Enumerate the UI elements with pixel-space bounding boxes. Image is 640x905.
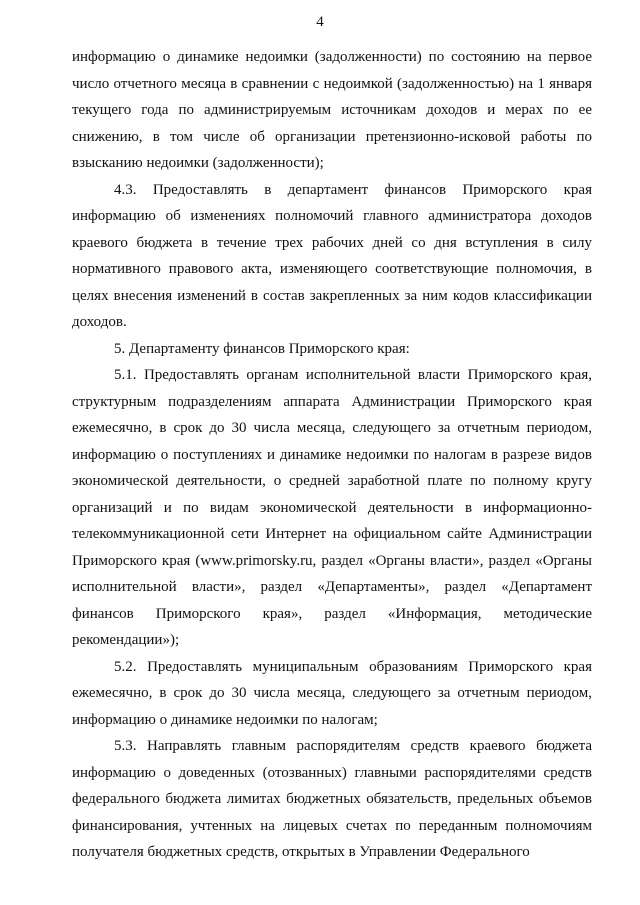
paragraph-5: 5. Департаменту финансов Приморского края: — [114, 340, 410, 357]
document-body — [72, 44, 592, 866]
paragraph-5-1: 5.1. Предоставлять органам исполнительной власти Приморского края, структурным подразделениям аппарата Администрации Приморского края ежемесячно, в срок до 30 числа месяца, следующего за отчетным периодом, информацию о поступлениях и динамике недоимки по налогам в разрезе видов экономической деятельности, о средней заработной плате по полному кругу организаций и по видам экономической деятельности в информационно-телекоммуникационной сети Интернет на официальном сайте Администрации Приморского края (www.primorsky.ru, раздел «Органы власти», раздел «Органы исполнительной власти», раздел «Департаменты», раздел «Департамент финансов Приморского края», раздел «Информация, методические рекомендации»); — [72, 367, 592, 648]
paragraph-4-3: 4.3. Предоставлять в департамент финансов Приморского края информацию об изменениях полномочий главного администратора доходов краевого бюджета в течение трех рабочих дней со дня вступления в силу нормативного правового акта, изменяющего соответствующие полномочия, в целях внесения изменений в состав закрепленных за ним кодов классификации доходов. — [72, 181, 592, 330]
paragraph-5-3: 5.3. Направлять главным распорядителям средств краевого бюджета информацию о доведенных (отозванных) главными распорядителями средств федерального бюджета лимитах бюджетных обязательств, предельных объемов финансирования, учтенных на лицевых счетах по переданным полномочиям получателя бюджетных средств, открытых в Управлении Федерального — [72, 738, 592, 860]
page-number: 4 — [316, 14, 324, 30]
paragraph-5-2: 5.2. Предоставлять муниципальным образованиям Приморского края ежемесячно, в срок до 30 числа месяца, следующего за отчетным периодом, информацию о динамике недоимки по налогам; — [72, 658, 592, 728]
paragraph-continuation: информацию о динамике недоимки (задолженности) по состоянию на первое число отчетного месяца в сравнении с недоимкой (задолженностью) на 1 января текущего года по администрируемым источникам доходов и мерах по ее снижению, в том числе об организации претензионно-исковой работы по взысканию недоимки (задолженности); — [72, 49, 592, 171]
